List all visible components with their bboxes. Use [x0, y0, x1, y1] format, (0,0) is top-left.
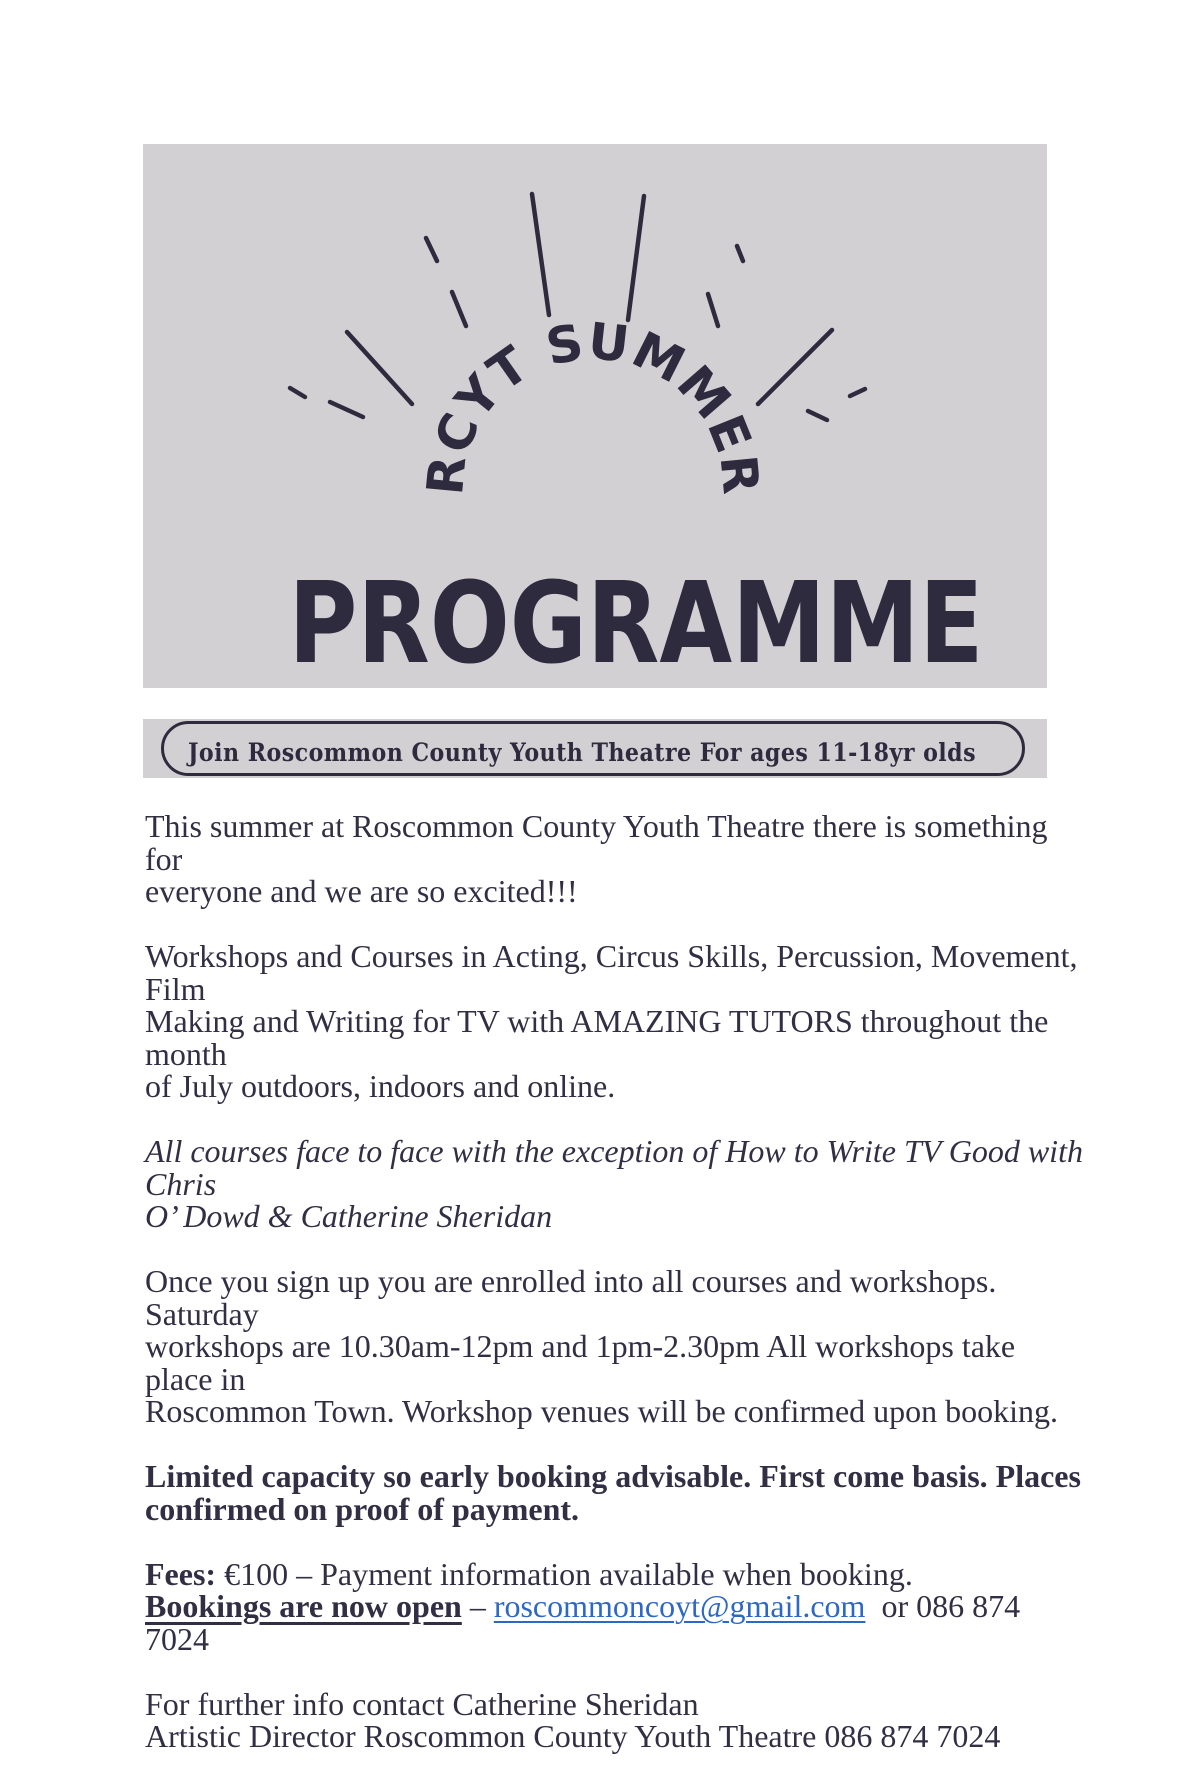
- logo-title: PROGRAMME: [288, 559, 984, 688]
- paragraph-intro: [145, 810, 1085, 908]
- bookings-open-label: Bookings are now open: [145, 1588, 462, 1624]
- text-line: workshops are 10.30am-12pm and 1pm-2.30pm All workshops take place in: [145, 1328, 1024, 1397]
- bookings-phone: or 086 874 7024: [145, 1588, 1029, 1657]
- text-line: This summer at Roscommon County Youth Theatre there is something for: [145, 808, 1056, 877]
- paragraph-limited-capacity: [145, 1460, 1085, 1525]
- text-line: Limited capacity so early booking advisable. First come basis. Places: [145, 1458, 1081, 1494]
- paragraph-enrolment: [145, 1265, 1085, 1428]
- fees-bookings-block: [145, 1555, 1085, 1657]
- contact-line: Artistic Director Roscommon County Youth Theatre 086 874 7024: [145, 1718, 1001, 1754]
- bookings-line: [145, 1590, 1085, 1655]
- body-content: [145, 808, 1091, 1785]
- text-line: Making and Writing for TV with AMAZING TUTORS throughout the month: [145, 1003, 1057, 1072]
- text-line: All courses face to face with the exception of How to Write TV Good with Chris: [145, 1133, 1091, 1202]
- text-line: confirmed on proof of payment.: [145, 1490, 580, 1527]
- poster-logo-panel: [143, 144, 1047, 688]
- text-line: Roscommon Town. Workshop venues will be confirmed upon booking.: [145, 1393, 1059, 1429]
- banner: [143, 719, 1047, 778]
- paragraph-workshops: [145, 940, 1085, 1103]
- fees-label: Fees:: [145, 1555, 217, 1592]
- bookings-separator: –: [461, 1588, 494, 1624]
- text-line: Workshops and Courses in Acting, Circus Skills, Percussion, Movement, Film: [145, 938, 1086, 1007]
- banner-text: Join Roscommon County Youth Theatre For ages 11-18yr olds: [186, 738, 976, 767]
- sunburst-rays-icon: [290, 194, 865, 420]
- text-line: of July outdoors, indoors and online.: [145, 1068, 616, 1104]
- logo-arc-text: RCYT SUMMER: [415, 311, 771, 498]
- text-line: everyone and we are so excited!!!: [145, 873, 578, 909]
- sunburst-logo: [143, 144, 1047, 688]
- paragraph-face-to-face: [145, 1133, 1091, 1234]
- contact-block: [145, 1685, 1085, 1754]
- contact-line: For further info contact Catherine Sheridan: [145, 1685, 699, 1722]
- text-line: O’ Dowd & Catherine Sheridan: [145, 1198, 553, 1234]
- text-line: Once you sign up you are enrolled into all courses and workshops. Saturday: [145, 1263, 1005, 1332]
- email-link[interactable]: roscommoncoyt@gmail.com: [493, 1588, 866, 1624]
- fees-text: €100 – Payment information available when booking.: [216, 1555, 913, 1592]
- banner-svg: [143, 719, 1047, 778]
- fees-line: [145, 1555, 1085, 1592]
